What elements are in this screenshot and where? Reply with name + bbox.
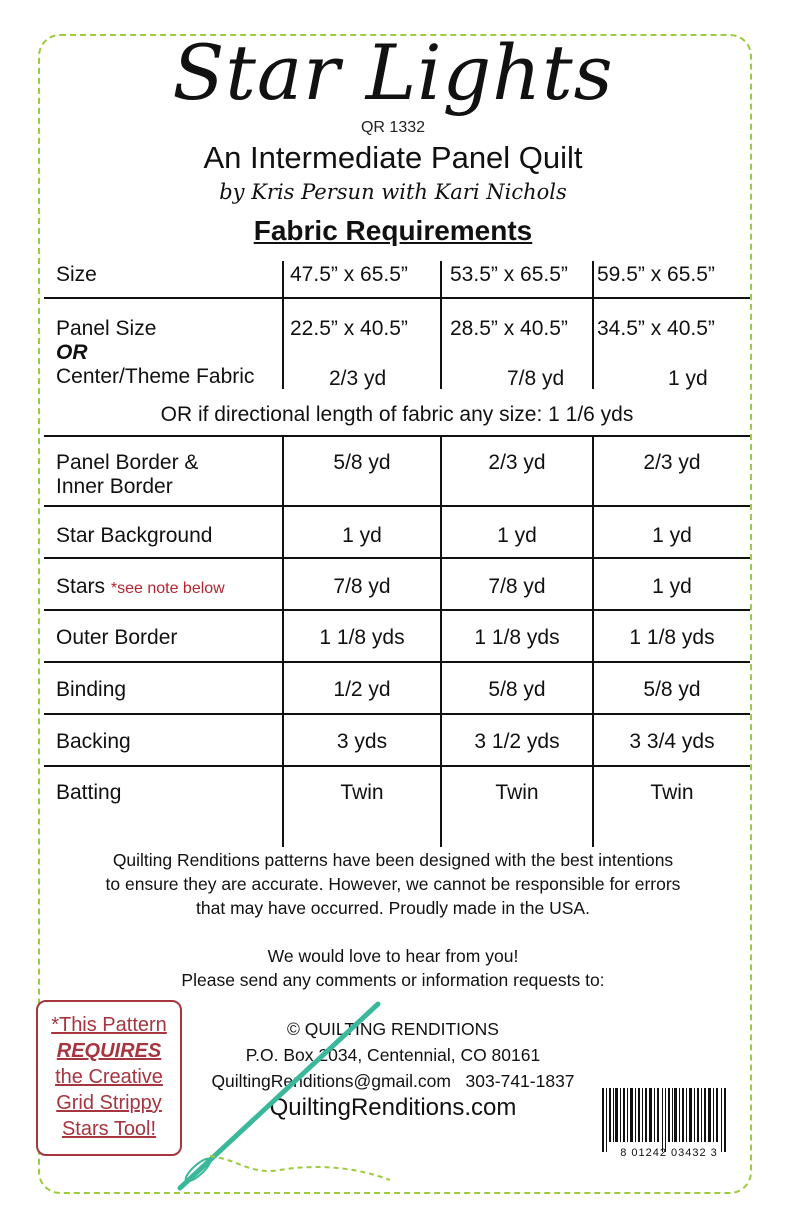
- barcode-icon: [600, 1088, 738, 1152]
- column-divider: [440, 437, 442, 847]
- fabric-requirements-heading: Fabric Requirements: [253, 215, 533, 246]
- row-label: Outer Border: [56, 626, 178, 649]
- table-row: [44, 437, 750, 507]
- cell-value: 3 yds: [336, 730, 388, 753]
- table-row: [44, 715, 750, 767]
- cell-value: 22.5” x 40.5”: [290, 317, 408, 340]
- row-label: Panel Border &: [56, 451, 199, 474]
- pattern-title: Star Lights: [172, 28, 614, 117]
- cell-value: Twin: [650, 781, 694, 804]
- column-divider: [592, 261, 594, 389]
- cell-value: 1 1/8 yds: [629, 626, 715, 649]
- cell-value: 1 yd: [668, 367, 708, 390]
- cell-value: 3 1/2 yds: [474, 730, 560, 753]
- copyright: © QUILTING RENDITIONS: [287, 1019, 499, 1039]
- column-divider: [440, 261, 442, 389]
- fabric-table: [44, 255, 750, 821]
- cell-value: 1/2 yd: [333, 678, 391, 701]
- table-row: [44, 767, 750, 821]
- cell-value: Twin: [495, 781, 539, 804]
- pattern-author: by Kris Persun with Kari Nichols: [219, 180, 567, 204]
- cell-value: 1 yd: [652, 575, 692, 598]
- cell-value: 53.5” x 65.5”: [450, 263, 568, 286]
- row-label: Binding: [56, 678, 127, 701]
- cell-value: 28.5” x 40.5”: [450, 317, 568, 340]
- row-label: Stars *see note below: [56, 575, 225, 598]
- row-label-2: Inner Border: [56, 475, 173, 498]
- row-label: Star Background: [56, 524, 213, 547]
- cell-value: 2/3 yd: [329, 367, 387, 390]
- table-row-panel: [44, 299, 750, 399]
- cell-value: 1 yd: [497, 524, 537, 547]
- column-divider: [592, 437, 594, 847]
- website: QuiltingRenditions.com: [269, 1094, 517, 1121]
- table-row: [44, 559, 750, 611]
- postal-address: P.O. Box 2034, Centennial, CO 80161: [245, 1045, 541, 1065]
- tool-required-callout: *This Pattern REQUIRES the Creative Grid Strippy Stars Tool!: [36, 1000, 182, 1156]
- cell-value: 1 yd: [342, 524, 382, 547]
- email-phone: QuiltingRenditions@gmail.com 303-741-1837: [211, 1071, 575, 1091]
- directional-note: OR if directional length of fabric any size: 1 1/6 yds: [160, 403, 634, 426]
- cell-value: 5/8 yd: [488, 678, 546, 701]
- table-row-directional: [44, 399, 750, 437]
- row-label: Size: [56, 263, 97, 286]
- cell-value: 2/3 yd: [643, 451, 701, 474]
- cell-value: 7/8 yd: [488, 575, 546, 598]
- cell-value: 1 yd: [652, 524, 692, 547]
- needle-thread-icon: [150, 1000, 390, 1200]
- column-divider: [282, 437, 284, 847]
- cell-value: 5/8 yd: [643, 678, 701, 701]
- see-note-text: *see note below: [110, 580, 225, 597]
- cell-value: 1 1/8 yds: [319, 626, 405, 649]
- table-row-size: [44, 255, 750, 299]
- barcode: [600, 1088, 738, 1168]
- row-label: Backing: [56, 730, 131, 753]
- table-row: [44, 507, 750, 559]
- row-label: Panel Size: [56, 317, 157, 340]
- cell-value: 47.5” x 65.5”: [290, 263, 408, 286]
- cell-value: 7/8 yd: [333, 575, 391, 598]
- row-label-2: Center/Theme Fabric: [56, 365, 255, 388]
- column-divider: [282, 261, 284, 389]
- cell-value: 2/3 yd: [488, 451, 546, 474]
- table-row: [44, 611, 750, 663]
- cell-value: 7/8 yd: [507, 367, 565, 390]
- cell-value: 5/8 yd: [333, 451, 391, 474]
- cell-value: 59.5” x 65.5”: [597, 263, 715, 286]
- table-row: [44, 663, 750, 715]
- disclaimer-text: Quilting Renditions patterns have been designed with the best intentions to ensure they are accurate. However, we cannot be responsible for errors that may have occurred. Proudly made in the USA.: [105, 850, 681, 918]
- pattern-subtitle: An Intermediate Panel Quilt: [203, 140, 583, 175]
- cell-value: 3 3/4 yds: [629, 730, 715, 753]
- contact-text: We would love to hear from you! Please send any comments or information requests to:: [181, 946, 605, 990]
- cell-value: 34.5” x 40.5”: [597, 317, 715, 340]
- pattern-code: QR 1332: [360, 119, 426, 136]
- or-label: OR: [56, 341, 88, 364]
- barcode-digits: 8 01242 03432 3: [620, 1147, 718, 1159]
- cell-value: 1 1/8 yds: [474, 626, 560, 649]
- row-label: Batting: [56, 781, 122, 804]
- cell-value: Twin: [340, 781, 384, 804]
